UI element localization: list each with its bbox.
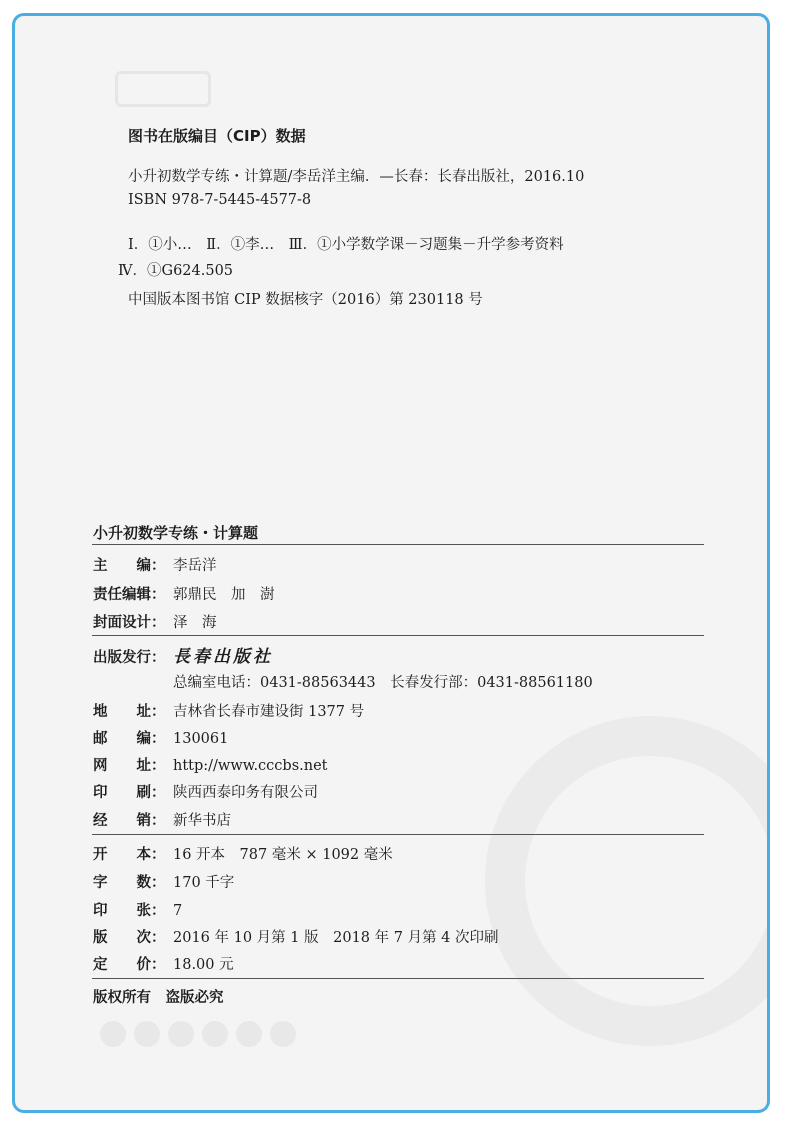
spec-row-sheets: [93, 899, 182, 920]
credit-row-editor: [93, 554, 217, 575]
divider: [92, 834, 704, 835]
divider: [92, 978, 704, 979]
detail-label: 邮 编：: [93, 731, 166, 747]
publisher-label: 出版发行：: [93, 650, 166, 666]
detail-value: 新华书店: [173, 813, 231, 829]
detail-value: 130061: [173, 731, 229, 747]
publisher-phones-text: 总编室电话：0431-88563443 长春发行部：0431-88561180: [173, 675, 593, 691]
cip-heading: 图书在版编目（CIP）数据: [128, 127, 306, 145]
cip-line-isbn: ISBN 978-7-5445-4577-8: [128, 192, 312, 208]
spec-label: 版 次：: [93, 930, 166, 946]
spec-value: 16 开本 787 毫米 × 1092 毫米: [173, 847, 393, 863]
detail-label: 经 销：: [93, 813, 166, 829]
cip-line-title: 小升初数学专练・计算题/李岳洋主编．—长春：长春出版社，2016.10: [128, 169, 585, 185]
detail-row-address: [93, 700, 364, 721]
detail-label: 网 址：: [93, 758, 166, 774]
spec-row-word-count: [93, 871, 234, 892]
spec-row-edition: [93, 926, 499, 947]
detail-label: 印 刷：: [93, 785, 166, 801]
spec-value: 7: [173, 903, 183, 919]
detail-value: 陕西西泰印务有限公司: [173, 785, 318, 801]
spec-value: 170 千字: [173, 875, 235, 891]
credit-value: 郭鼎民 加 澍: [173, 587, 275, 603]
credit-value: 李岳洋: [173, 558, 217, 574]
rights-notice: 版权所有 盗版必究: [93, 990, 224, 1006]
spec-label: 开 本：: [93, 847, 166, 863]
credit-label: 主 编：: [93, 558, 166, 574]
publisher-phones: [173, 671, 593, 692]
credit-label: 责任编辑：: [93, 587, 166, 603]
cip-line-classification: Ⅰ．①小… Ⅱ．①李… Ⅲ．①小学数学课－习题集－升学参考资料: [128, 237, 564, 253]
detail-row-postcode: [93, 727, 228, 748]
credit-row-responsible-editor: [93, 583, 275, 604]
detail-value: 吉林省长春市建设街 1377 号: [173, 704, 365, 720]
cip-line-record: 中国版本图书馆 CIP 数据核字（2016）第 230118 号: [128, 292, 483, 308]
publisher-logo: 長春出版社: [173, 647, 273, 667]
divider: [92, 544, 704, 545]
spec-row-format: [93, 843, 393, 864]
book-title: 小升初数学专练・计算题: [93, 524, 259, 542]
cip-line-class-number: Ⅳ．①G624.505: [118, 263, 234, 279]
spec-row-price: [93, 953, 234, 974]
detail-value: http://www.cccbs.net: [173, 758, 328, 774]
detail-row-website: [93, 754, 328, 775]
divider: [92, 635, 704, 636]
credit-value: 泽 海: [173, 615, 217, 631]
spec-value: 2016 年 10 月第 1 版 2018 年 7 月第 4 次印刷: [173, 930, 499, 946]
spec-label: 字 数：: [93, 875, 166, 891]
credit-label: 封面设计：: [93, 615, 166, 631]
spec-value: 18.00 元: [173, 957, 234, 973]
detail-label: 地 址：: [93, 704, 166, 720]
credit-row-cover-design: [93, 611, 217, 632]
detail-row-distributor: [93, 809, 231, 830]
detail-row-printer: [93, 781, 318, 802]
spec-label: 定 价：: [93, 957, 166, 973]
publisher-row: [93, 642, 273, 667]
spec-label: 印 张：: [93, 903, 166, 919]
